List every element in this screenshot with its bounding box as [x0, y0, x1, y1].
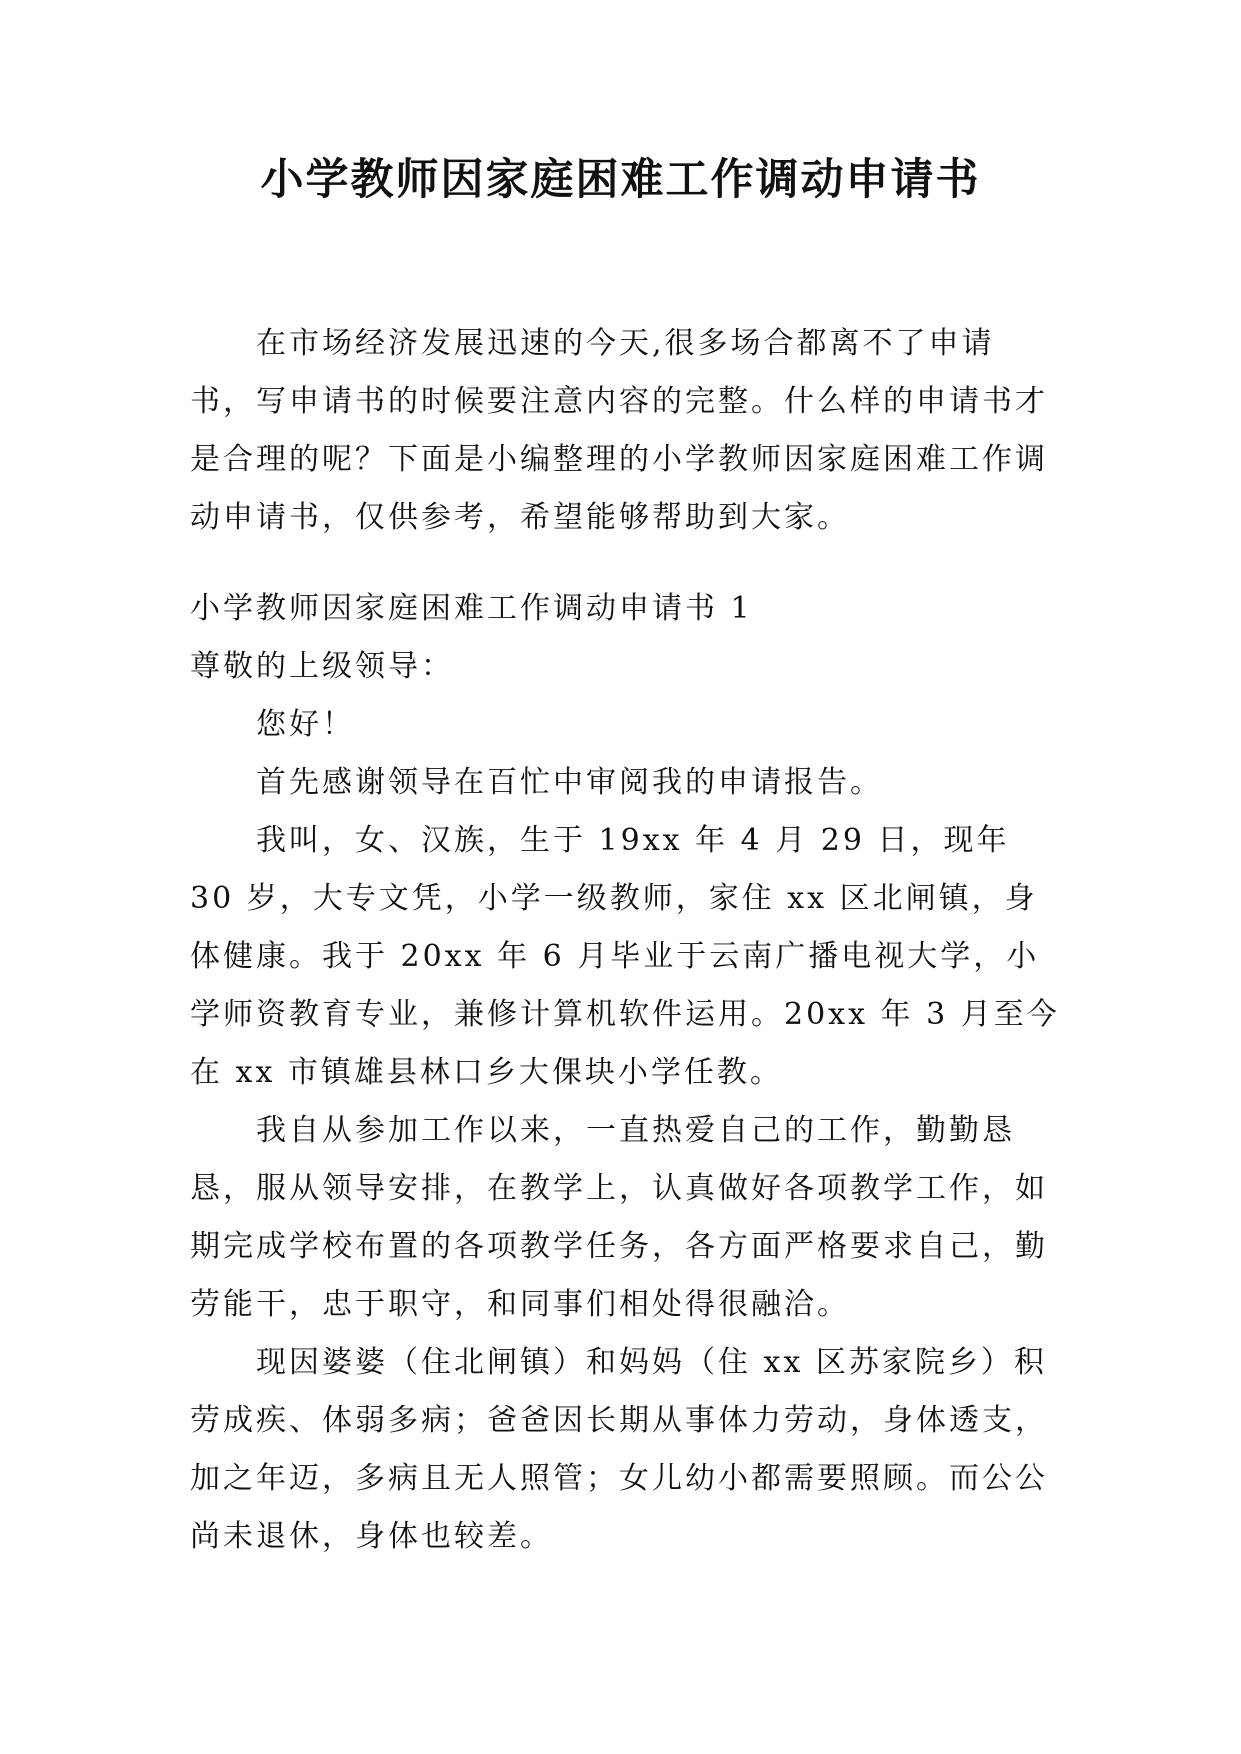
body-paragraph: 首先感谢领导在百忙中审阅我的申请报告。 [256, 765, 883, 800]
letter-section [190, 580, 1060, 1566]
greeting: 您好！ [256, 707, 355, 742]
section-heading: 小学教师因家庭困难工作调动申请书 1 [190, 591, 753, 626]
body-paragraph: 我自从参加工作以来，一直热爱自己的工作，勤勤恳恳，服从领导安排，在教学上，认真做好各项教学工作，如期完成学校布置的各项教学任务，各方面严格要求自己，勤劳能干，忠于职守，和同事们相处得很融洽。 [190, 1113, 1048, 1322]
intro-paragraph: 在市场经济发展迅速的今天,很多场合都离不了申请书，写申请书的时候要注意内容的完整。什么样的申请书才是合理的呢？下面是小编整理的小学教师因家庭困难工作调动申请书，仅供参考，希望能够帮助到大家。 [190, 326, 1048, 535]
body-paragraph: 我叫，女、汉族，生于 19xx 年 4 月 29 日，现年 30 岁，大专文凭，小学一级教师，家住 xx 区北闸镇，身体健康。我于 20xx 年 6 月毕业于云南广播电视大学，小学师资教育专业，兼修计算机软件运用。20xx 年 3 月至今在 xx 市镇雄县林口乡大倮块小学任教。 [190, 823, 1060, 1090]
salutation: 尊敬的上级领导： [190, 649, 454, 684]
document-title: 小学教师因家庭困难工作调动申请书 [260, 155, 981, 205]
body-paragraph: 现因婆婆（住北闸镇）和妈妈（住 xx 区苏家院乡）积劳成疾、体弱多病；爸爸因长期从事体力劳动，身体透支，加之年迈，多病且无人照管；女儿幼小都需要照顾。而公公尚未退休，身体也较差。 [190, 1345, 1048, 1554]
